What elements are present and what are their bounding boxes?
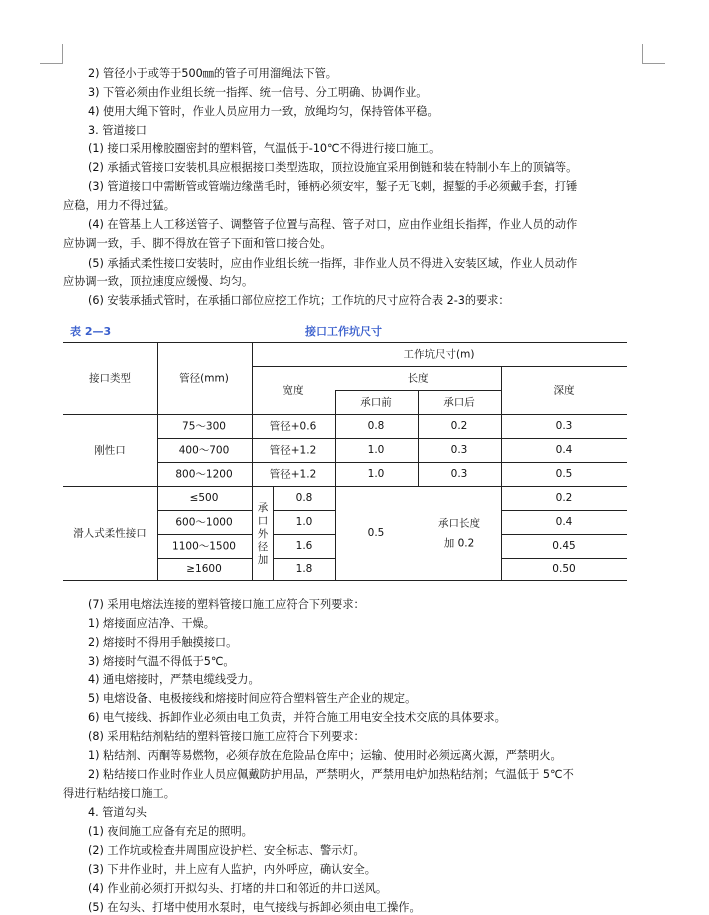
table-rule bbox=[157, 438, 627, 439]
table-rule bbox=[157, 534, 252, 535]
list-item: 1) 熔接面应洁净、干燥。 bbox=[88, 617, 215, 630]
pit-size-table bbox=[63, 342, 627, 580]
section-heading: 3. 管道接口 bbox=[88, 124, 147, 137]
table-cell: 管径+0.6 bbox=[269, 420, 317, 433]
table-cell: 0.4 bbox=[555, 444, 573, 456]
table-rule bbox=[157, 510, 252, 511]
table-cell: ≤500 bbox=[189, 492, 219, 504]
table-rule bbox=[63, 414, 627, 415]
crop-mark-right-h bbox=[643, 63, 665, 64]
paragraph: 3) 下管必须由作业组长统一指挥、统一信号、分工明确、协调作业。 bbox=[88, 86, 428, 99]
crop-mark-left-h bbox=[40, 63, 62, 64]
flexible-after-line2: 加 0.2 bbox=[443, 537, 475, 550]
header-after: 承口后 bbox=[443, 396, 475, 409]
paragraph: (7) 采用电熔法连接的塑料管接口施工应符合下列要求： bbox=[88, 598, 365, 611]
paragraph: (8) 采用粘结剂粘结的塑料管接口施工应符合下列要求： bbox=[88, 730, 365, 743]
paragraph: (5) 承插式柔性接口安装时，应由作业组长统一指挥，非作业人员不得进入安装区域，作业人员动作 bbox=[88, 257, 578, 270]
table-cell: 75～300 bbox=[182, 420, 226, 433]
list-item: 4) 通电熔接时，严禁电缆线受力。 bbox=[88, 673, 260, 686]
header-type: 接口类型 bbox=[89, 372, 131, 385]
table-rule bbox=[418, 390, 419, 486]
side-label-vertical: 承口外径加 bbox=[257, 502, 269, 566]
header-depth: 深度 bbox=[553, 384, 575, 397]
table-cell: 0.45 bbox=[552, 540, 576, 552]
table-cell: 1.6 bbox=[295, 540, 313, 552]
table-cell: 管径+1.2 bbox=[269, 444, 317, 457]
table-rule bbox=[273, 534, 335, 535]
paragraph: (4) 在管基上人工移送管子、调整管子位置与高程、管子对口，应由作业组长指挥，作业人员的动作 bbox=[88, 218, 578, 231]
header-length: 长度 bbox=[407, 372, 429, 385]
table-cell: 管径+1.2 bbox=[269, 468, 317, 481]
table-cell: 0.3 bbox=[450, 444, 468, 456]
table-label: 表 2—3 bbox=[70, 325, 112, 338]
table-cell: 1.0 bbox=[367, 444, 385, 456]
table-rule bbox=[63, 486, 627, 487]
table-cell: 1.0 bbox=[367, 468, 385, 480]
table-cell: 0.8 bbox=[367, 420, 385, 432]
paragraph: 应稳，用力不得过猛。 bbox=[63, 199, 175, 212]
paragraph: (3) 管道接口中需断管或管端边缘凿毛时，锤柄必须安牢，錾子无飞刺，握錾的手必须戴手套，打锤 bbox=[88, 180, 578, 193]
header-diameter: 管径(mm) bbox=[179, 372, 229, 385]
table-title: 接口工作坑尺寸 bbox=[305, 325, 382, 338]
table-cell: 0.3 bbox=[555, 420, 573, 432]
list-item: 5) 电熔设备、电极接线和熔接时间应符合塑料管生产企业的规定。 bbox=[88, 692, 417, 705]
header-width: 宽度 bbox=[282, 384, 304, 397]
table-rule bbox=[252, 366, 627, 367]
list-item: (1) 夜间施工应备有充足的照明。 bbox=[88, 825, 253, 838]
crop-mark-left-v bbox=[62, 44, 63, 64]
list-item: (4) 作业前必须打开拟勾头、打堵的井口和邻近的井口送风。 bbox=[88, 882, 388, 895]
table-rule bbox=[63, 580, 627, 581]
list-item: 3) 熔接时气温不得低于5℃。 bbox=[88, 655, 235, 668]
list-item: (2) 工作坑或检查井周围应设护栏、安全标志、警示灯。 bbox=[88, 844, 365, 857]
table-cell: 0.2 bbox=[450, 420, 468, 432]
table-cell: ≥1600 bbox=[186, 563, 222, 575]
paragraph: 2) 管径小于或等于500㎜的管子可用溜绳法下管。 bbox=[88, 67, 337, 80]
list-item: 6) 电气接线、拆卸作业必须由电工负责，并符合施工用电安全技术交底的具体要求。 bbox=[88, 711, 506, 724]
table-rule bbox=[157, 558, 252, 559]
paragraph: 应协调一致，顶拉速度应缓慢、均匀。 bbox=[63, 275, 254, 288]
table-rule bbox=[63, 342, 627, 343]
list-item: (3) 下井作业时，井上应有人监护，内外呼应，确认安全。 bbox=[88, 863, 376, 876]
table-rule bbox=[273, 510, 335, 511]
paragraph: (6) 安装承插式管时，在承插口部位应挖工作坑；工作坑的尺寸应符合表 2-3的要求： bbox=[88, 294, 510, 307]
table-cell: 400～700 bbox=[178, 444, 230, 457]
paragraph: 应协调一致，手、脚不得放在管子下面和管口接合处。 bbox=[63, 237, 332, 250]
table-rule bbox=[252, 342, 253, 580]
flexible-after-line1: 承口长度 bbox=[438, 517, 480, 530]
rigid-type-cell: 刚性口 bbox=[94, 444, 126, 457]
table-rule bbox=[157, 462, 627, 463]
table-cell: 0.4 bbox=[555, 516, 573, 528]
table-rule bbox=[335, 390, 336, 580]
paragraph: (1) 接口采用橡胶圈密封的塑料管，气温低于-10℃不得进行接口施工。 bbox=[88, 142, 441, 155]
section-heading: 4. 管道勾头 bbox=[88, 806, 147, 819]
table-cell: 800～1200 bbox=[175, 468, 233, 481]
table-cell: 0.5 bbox=[555, 468, 573, 480]
table-cell: 1100～1500 bbox=[172, 540, 236, 553]
paragraph: (2) 承插式管接口安装机具应根据接口类型选取，顶拉设施宜采用倒链和装在特制小车上的顶镐等。 bbox=[88, 161, 578, 174]
table-cell: 0.3 bbox=[450, 468, 468, 480]
table-rule bbox=[273, 486, 274, 580]
list-item: 2) 粘结接口作业时作业人员应佩戴防护用品，严禁明火，严禁用电炉加热粘结剂；气温低于 5℃不 bbox=[88, 768, 574, 781]
table-cell: 1.8 bbox=[295, 563, 313, 575]
flexible-type-cell: 滑人式柔性接口 bbox=[73, 527, 147, 540]
table-cell: 600～1000 bbox=[175, 516, 233, 529]
table-cell: 0.2 bbox=[555, 492, 573, 504]
flexible-before-cell: 0.5 bbox=[367, 527, 385, 539]
table-rule bbox=[501, 510, 627, 511]
header-pit-size: 工作坑尺寸(m) bbox=[403, 348, 475, 361]
table-rule bbox=[157, 342, 158, 580]
table-rule bbox=[273, 558, 335, 559]
table-cell: 0.8 bbox=[295, 492, 313, 504]
table-rule bbox=[501, 534, 627, 535]
table-cell: 0.50 bbox=[552, 563, 576, 575]
table-cell: 1.0 bbox=[295, 516, 313, 528]
list-item: 1) 粘结剂、丙酮等易燃物，必须存放在危险品仓库中；运输、使用时必须远离火源，严禁明火。 bbox=[88, 749, 562, 762]
crop-mark-right-v bbox=[642, 44, 643, 64]
table-rule bbox=[501, 366, 502, 580]
paragraph: 得进行粘结接口施工。 bbox=[63, 787, 175, 800]
header-before: 承口前 bbox=[360, 396, 392, 409]
list-item: 2) 熔接时不得用手触摸接口。 bbox=[88, 636, 238, 649]
paragraph: 4) 使用大绳下管时，作业人员应用力一致，放绳均匀，保持管体平稳。 bbox=[88, 105, 439, 118]
list-item: (5) 在勾头、打堵中使用水泵时，电气接线与拆卸必须由电工操作。 bbox=[88, 901, 421, 914]
table-rule bbox=[501, 558, 627, 559]
